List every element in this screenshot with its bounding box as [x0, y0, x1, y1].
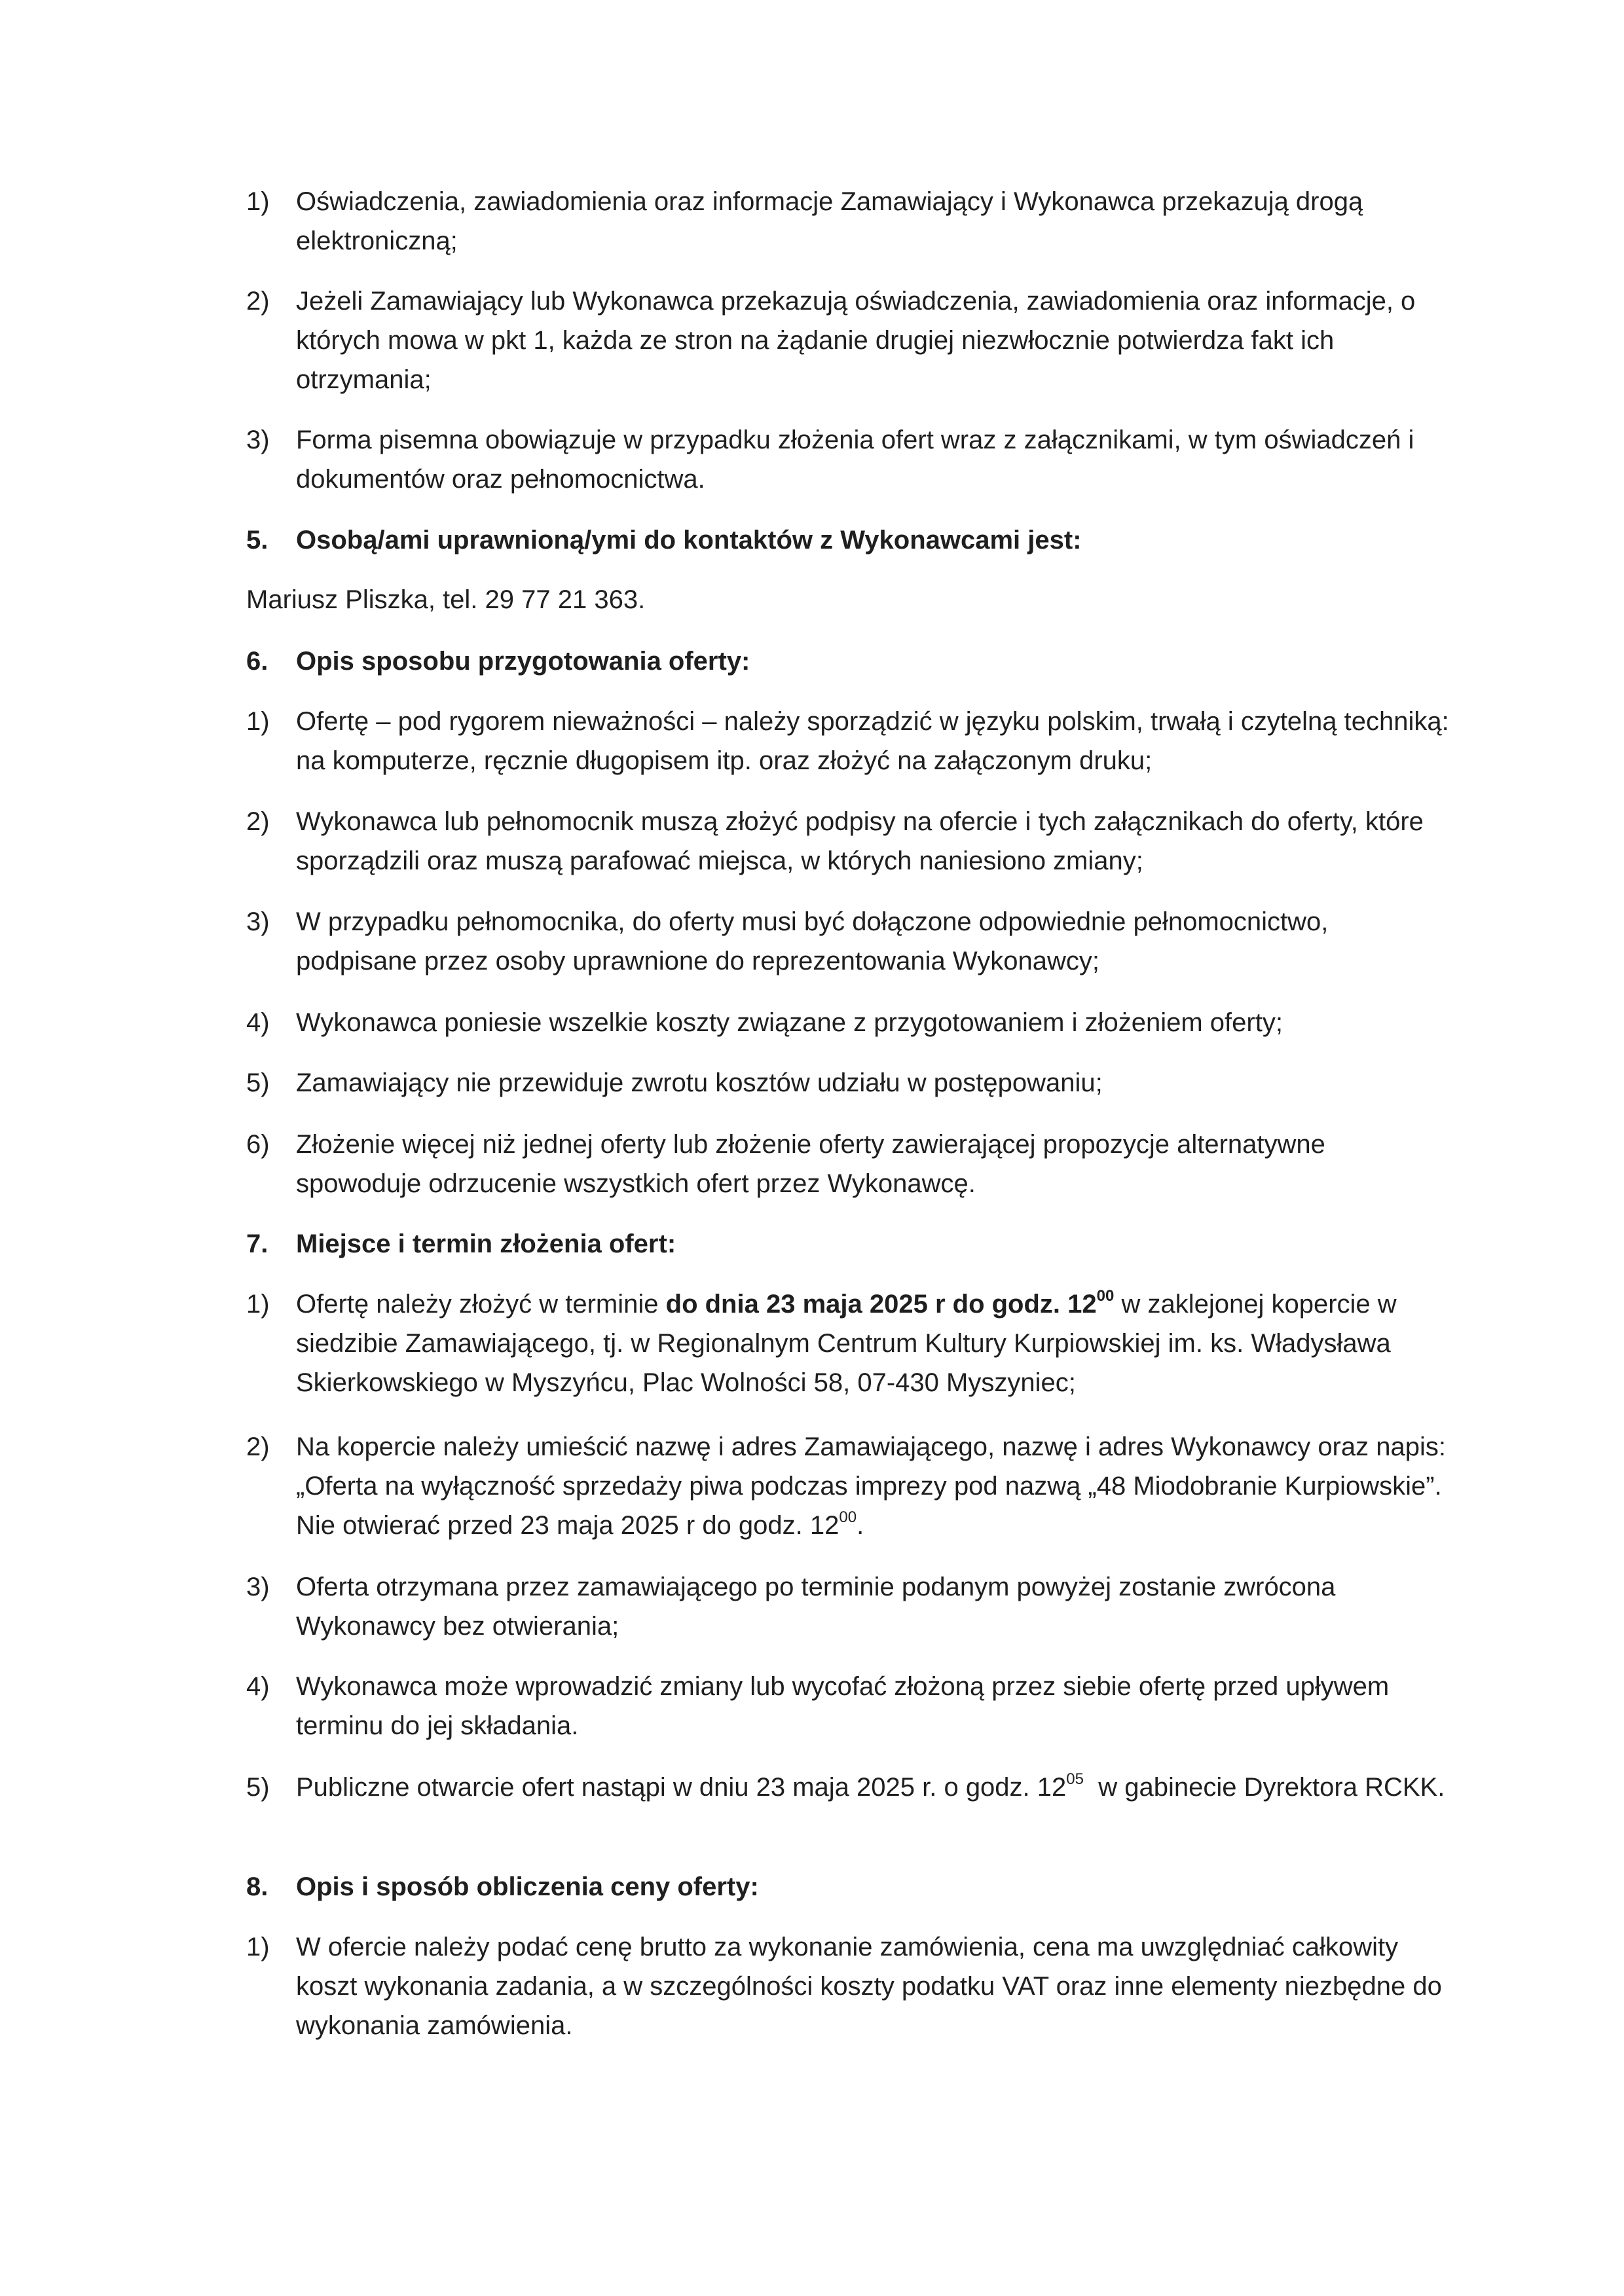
item-number: 3)	[246, 426, 270, 454]
deadline-text: do dnia 23 maja 2025 r do godz. 12	[665, 1290, 1097, 1319]
item-text: Ofertę – pod rygorem nieważności – należy sporządzić w języku polskim, trwałą i czytelną techniką: na komputerze, ręcznie długopisem itp. oraz złożyć na załączonym druku;	[296, 707, 1449, 775]
item-number: 4)	[246, 1672, 270, 1701]
section-title: Miejsce i termin złożenia ofert:	[296, 1230, 676, 1258]
item-number: 2)	[246, 1432, 270, 1461]
item-text: Jeżeli Zamawiający lub Wykonawca przekazują oświadczenia, zawiadomienia oraz informacje, o których mowa w pkt 1, każda ze stron na żądanie drugiej niezwłocznie potwierdza fakt ich otrzymania;	[296, 287, 1416, 394]
section-title: Opis i sposób obliczenia ceny oferty:	[296, 1872, 759, 1901]
list-item	[246, 1125, 1451, 1203]
item-text: Złożenie więcej niż jednej oferty lub złożenie oferty zawierającej propozycje alternatywne spowoduje odrzucenie wszystkich ofert przez Wykonawcę.	[296, 1130, 1325, 1198]
item-text: W ofercie należy podać cenę brutto za wykonanie zamówienia, cena ma uwzględniać całkowity koszt wykonania zadania, a w szczególności koszty podatku VAT oraz inne elementy niezbędne do wykonania zamówienia.	[296, 1933, 1442, 2040]
item-text-part: .	[857, 1511, 864, 1540]
item-text	[296, 1427, 1451, 1545]
list-item	[246, 1927, 1451, 2045]
item-number: 3)	[246, 907, 270, 936]
section-heading	[246, 1867, 1451, 1906]
list-item	[246, 802, 1451, 881]
item-text: Zamawiający nie przewiduje zwrotu kosztów udziału w postępowaniu;	[296, 1068, 1103, 1097]
list-item	[246, 902, 1451, 981]
item-text-part: w zaklejonej kopercie w siedzibie Zamawiającego, tj. w Regionalnym Centrum Kultury Kurpiowskiej im. ks. Władysława Skierkowskiego w Myszyńcu, Plac Wolności 58, 07-430 Myszyniec;	[296, 1290, 1397, 1397]
section-title: Opis sposobu przygotowania oferty:	[296, 647, 750, 676]
list-item	[246, 182, 1451, 261]
list-item	[246, 1427, 1451, 1545]
item-number: 1)	[246, 707, 270, 736]
section-number: 7.	[246, 1230, 268, 1258]
item-number: 2)	[246, 807, 270, 836]
item-number: 5)	[246, 1773, 270, 1802]
item-number: 1)	[246, 187, 270, 216]
item-number: 6)	[246, 1130, 270, 1159]
section-heading	[246, 642, 1451, 681]
item-text-part: Publiczne otwarcie ofert nastąpi w dniu 23 maja 2025 r. o godz. 12	[296, 1773, 1067, 1802]
list-item	[246, 1768, 1451, 1807]
list-item	[246, 420, 1451, 499]
item-text: Forma pisemna obowiązuje w przypadku złożenia ofert wraz z załącznikami, w tym oświadczeń i dokumentów oraz pełnomocnictwa.	[296, 426, 1414, 494]
section-number: 5.	[246, 526, 268, 555]
item-text	[296, 1768, 1451, 1807]
list-item	[246, 1567, 1451, 1646]
item-number: 2)	[246, 287, 270, 316]
superscript: 00	[1096, 1286, 1115, 1305]
item-text	[296, 1285, 1451, 1402]
item-text: Oświadczenia, zawiadomienia oraz informacje Zamawiający i Wykonawca przekazują drogą elektroniczną;	[296, 187, 1363, 255]
contact-line: Mariusz Pliszka, tel. 29 77 21 363.	[246, 585, 646, 614]
item-text-part: w gabinecie Dyrektora RCKK.	[1083, 1773, 1445, 1802]
list-item	[246, 1285, 1451, 1402]
list-item	[246, 282, 1451, 399]
superscript: 00	[839, 1508, 857, 1526]
list-item	[246, 1063, 1451, 1102]
section-heading	[246, 1224, 1451, 1264]
list-item	[246, 1667, 1451, 1745]
item-number: 5)	[246, 1068, 270, 1097]
item-number: 4)	[246, 1008, 270, 1037]
item-text-part: Na kopercie należy umieścić nazwę i adres Zamawiającego, nazwę i adres Wykonawcy oraz napis: „Oferta na wyłączność sprzedaży piwa podczas imprezy pod nazwą „48 Miodobranie Kurpiowskie”. Nie otwierać przed 23 maja 2025 r do godz. 12	[296, 1432, 1446, 1540]
item-text: Wykonawca lub pełnomocnik muszą złożyć podpisy na ofercie i tych załącznikach do oferty, które sporządzili oraz muszą parafować miejsca, w których naniesiono zmiany;	[296, 807, 1424, 875]
item-number: 3)	[246, 1573, 270, 1601]
item-number: 1)	[246, 1290, 270, 1319]
item-number: 1)	[246, 1933, 270, 1961]
section-number: 6.	[246, 647, 268, 676]
list-item	[246, 1003, 1451, 1042]
section-number: 8.	[246, 1872, 268, 1901]
superscript: 05	[1066, 1770, 1084, 1788]
item-text: Wykonawca poniesie wszelkie koszty związane z przygotowaniem i złożeniem oferty;	[296, 1008, 1283, 1037]
list-item	[246, 702, 1451, 780]
item-text: W przypadku pełnomocnika, do oferty musi być dołączone odpowiednie pełnomocnictwo, podpisane przez osoby uprawnione do reprezentowania Wykonawcy;	[296, 907, 1329, 975]
item-text: Wykonawca może wprowadzić zmiany lub wycofać złożoną przez siebie ofertę przed upływem terminu do jej składania.	[296, 1672, 1390, 1740]
item-text-part: Ofertę należy złożyć w terminie	[296, 1290, 666, 1319]
section-heading	[246, 520, 1451, 560]
item-text: Oferta otrzymana przez zamawiającego po terminie podanym powyżej zostanie zwrócona Wykonawcy bez otwierania;	[296, 1573, 1336, 1641]
section-title: Osobą/ami uprawnioną/ymi do kontaktów z Wykonawcami jest:	[296, 526, 1082, 555]
